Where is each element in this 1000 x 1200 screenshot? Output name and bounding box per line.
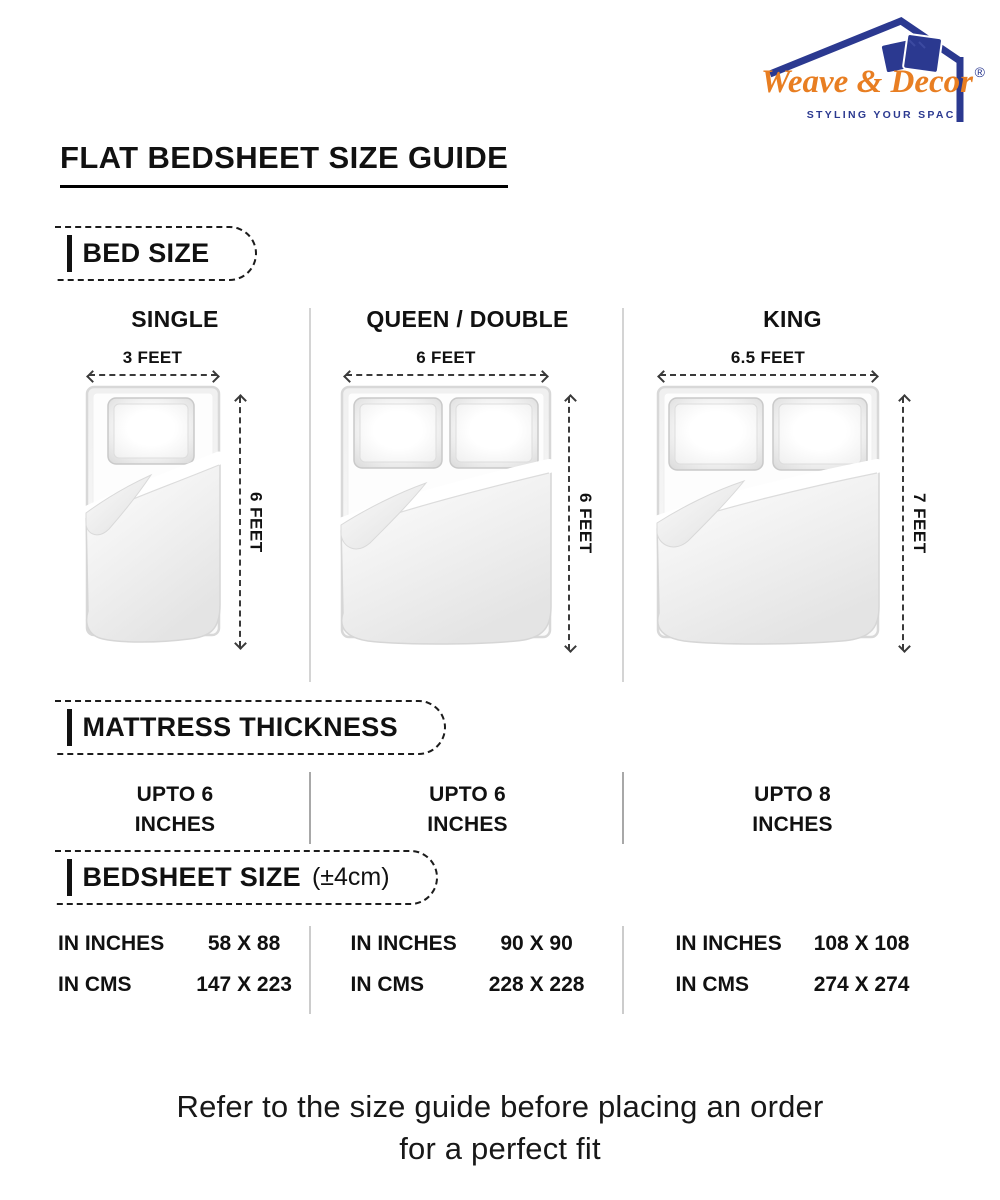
inches-label: IN INCHES [675, 932, 782, 955]
brand-logo [753, 12, 985, 130]
width-arrow [89, 374, 217, 376]
bed-column-queen-double [310, 306, 625, 650]
bed-size-name: KING [763, 306, 822, 332]
inches-value: 108 X 108 [813, 932, 910, 955]
section-marker-bar [67, 859, 72, 896]
height-measure [902, 397, 929, 650]
cms-value: 147 X 223 [196, 973, 292, 996]
height-measure [239, 397, 266, 647]
height-arrow [239, 397, 241, 647]
section-header-bedsheet-size [55, 850, 438, 905]
bedsheet-size-row [40, 932, 960, 997]
bed-column-king [625, 306, 960, 650]
height-measure [568, 397, 595, 650]
mattress-thickness-row [40, 780, 960, 840]
height-arrow [902, 397, 904, 650]
width-arrow [660, 374, 876, 376]
thickness-line1: UPTO 8 [754, 783, 831, 806]
size-table [58, 932, 292, 997]
footer-line2: for a perfect fit [399, 1130, 601, 1166]
column-divider [309, 308, 311, 682]
section-marker-bar [67, 235, 72, 272]
mattress-thickness-king [625, 780, 960, 840]
bedsheet-size-king [625, 932, 960, 997]
thickness-line1: UPTO 6 [429, 783, 506, 806]
section-marker-bar [67, 709, 72, 746]
bed-column-single [40, 306, 310, 650]
bed-measure-group [656, 348, 929, 650]
section-label: BED SIZE [82, 238, 210, 268]
bed-height-label: 7 FEET [910, 493, 929, 554]
thickness-line1: UPTO 6 [136, 783, 214, 806]
page-title: FLAT BEDSHEET SIZE GUIDE [60, 140, 508, 188]
section-header-bed-size [55, 226, 257, 281]
registered-mark: ® [974, 64, 985, 80]
queen-bed-illustration [340, 385, 552, 650]
bed-size-name: SINGLE [131, 306, 219, 332]
cms-label: IN CMS [350, 973, 425, 996]
bed-width-label: 6.5 FEET [730, 348, 806, 367]
single-bed-illustration [85, 385, 221, 647]
brand-tagline: STYLING YOUR SPACE [806, 109, 965, 121]
column-divider [622, 308, 624, 682]
bedsheet-size-single [40, 932, 310, 997]
footer-note [0, 1086, 1000, 1170]
cms-value: 228 X 228 [488, 973, 585, 996]
inches-value: 58 X 88 [207, 932, 281, 955]
inches-label: IN INCHES [58, 932, 165, 955]
width-arrow [346, 374, 546, 376]
size-table [351, 932, 585, 997]
bed-measure-group [85, 348, 266, 647]
cms-value: 274 X 274 [813, 973, 910, 996]
bed-width-label: 3 FEET [122, 348, 183, 367]
thickness-line2: INCHES [427, 813, 508, 836]
inches-value: 90 X 90 [500, 932, 573, 955]
bed-height-label: 6 FEET [576, 493, 595, 554]
bed-stack [656, 348, 880, 650]
bed-stack [340, 348, 552, 650]
bed-size-name: QUEEN / DOUBLE [366, 306, 569, 332]
thickness-line2: INCHES [134, 813, 216, 836]
cms-label: IN CMS [675, 973, 750, 996]
bed-measure-group [340, 348, 595, 650]
tolerance-label: (±4cm) [311, 863, 390, 891]
bed-size-row [40, 306, 960, 650]
section-label: BEDSHEET SIZE [82, 862, 301, 892]
bed-stack [85, 348, 221, 647]
footer-line1: Refer to the size guide before placing an order [176, 1089, 824, 1124]
bedsheet-size-queen [310, 932, 625, 997]
section-header-mattress-thickness [55, 700, 446, 755]
thickness-line2: INCHES [752, 813, 833, 836]
mattress-thickness-single [40, 780, 310, 840]
section-label: MATTRESS THICKNESS [82, 712, 398, 742]
brand-name: Weave & Decor [761, 64, 973, 100]
mattress-thickness-queen [310, 780, 625, 840]
king-bed-illustration [656, 385, 880, 650]
height-arrow [568, 397, 570, 650]
bed-height-label: 6 FEET [246, 491, 266, 553]
bed-width-label: 6 FEET [416, 348, 476, 367]
inches-label: IN INCHES [350, 932, 457, 955]
cms-label: IN CMS [58, 973, 132, 996]
size-table [676, 932, 910, 997]
